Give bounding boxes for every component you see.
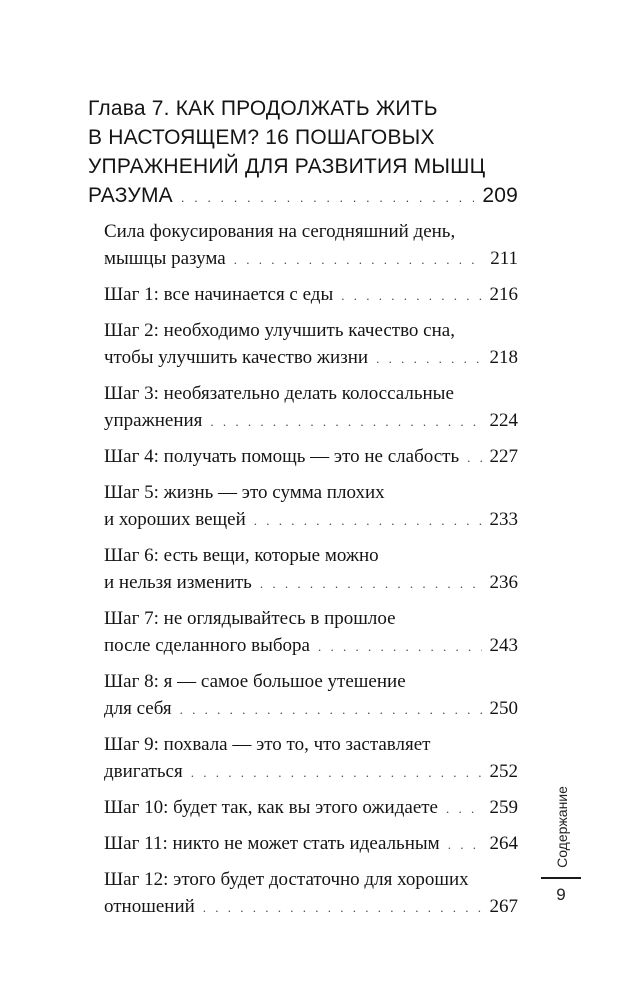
dot-leader [203,894,482,921]
entry-title-text: двигаться [104,761,183,782]
entry-last-line [104,893,518,921]
entry-title-text: упражнения [104,410,203,431]
entry-title-line: Шаг 6: есть вещи, которые можно [104,545,379,566]
dot-leader [180,696,482,723]
entry-title-text: мышцы разума [104,248,226,269]
toc-entry-step-9[interactable] [104,731,518,786]
entry-page-number: 236 [489,572,518,593]
entry-page-number: 216 [489,284,518,305]
entry-title-text: чтобы улучшить качество жизни [104,347,369,368]
dot-leader [210,408,481,435]
running-header [545,770,579,884]
footer-rule [541,877,581,879]
entry-page-number: 218 [489,347,518,368]
entry-page-number: 264 [489,833,518,854]
dot-leader [341,282,481,309]
entry-page-number: 224 [489,410,518,431]
dot-leader [254,507,482,534]
toc-entry-step-11[interactable] [104,830,518,858]
entry-last-line [104,830,518,858]
entry-title-text: Шаг 10: будет так, как вы этого ожидаете [104,797,438,818]
entry-title-line: Сила фокусирования на сегодняшний день, [104,221,456,242]
page-number: 9 [556,885,566,904]
entry-title-line: Шаг 8: я — самое большое утешение [104,671,406,692]
entry-title-line: Шаг 2: необходимо улучшить качество сна, [104,320,455,341]
dot-leader [260,570,482,597]
entry-title-text: и нельзя изменить [104,572,252,593]
entry-title-text: и хороших вещей [104,509,246,530]
chapter-title-last-line [88,181,518,212]
toc-entry-step-6[interactable] [104,542,518,597]
dot-leader [181,183,474,212]
dot-leader [467,444,481,471]
chapter-title-line: Глава 7. КАК ПРОДОЛЖАТЬ ЖИТЬ [88,97,438,120]
entry-page-number: 233 [489,509,518,530]
entry-last-line [104,758,518,786]
table-of-contents [88,94,518,929]
toc-entry-step-3[interactable] [104,380,518,435]
entry-page-number: 243 [489,635,518,656]
dot-leader [318,633,482,660]
entry-last-line [104,794,518,822]
toc-entry-step-4[interactable] [104,443,518,471]
entry-page-number: 227 [489,446,518,467]
dot-leader [191,759,482,786]
entry-last-line [104,506,518,534]
chapter-title-line: УПРАЖНЕНИЙ ДЛЯ РАЗВИТИЯ МЫШЦ [88,155,486,178]
entry-page-number: 211 [490,248,518,269]
entry-title-text: для себя [104,698,172,719]
toc-entry-focus[interactable] [104,218,518,273]
entry-last-line [104,695,518,723]
toc-entry-step-1[interactable] [104,281,518,309]
dot-leader [446,795,482,822]
section-label: Содержание [554,786,570,868]
entry-title-line: Шаг 5: жизнь — это сумма плохих [104,482,385,503]
entry-title-text: отношений [104,896,195,917]
chapter-page-number: 209 [482,184,518,207]
toc-entries [104,218,518,921]
entry-title-line: Шаг 9: похвала — это то, что заставляет [104,734,431,755]
chapter-heading[interactable] [88,94,518,212]
entry-title-text: после сделанного выбора [104,635,310,656]
dot-leader [448,831,482,858]
entry-last-line [104,245,518,273]
toc-entry-step-12[interactable] [104,866,518,921]
toc-entry-step-8[interactable] [104,668,518,723]
entry-title-line: Шаг 12: этого будет достаточно для хороших [104,869,469,890]
entry-title-line: Шаг 7: не оглядывайтесь в прошлое [104,608,396,629]
toc-entry-step-5[interactable] [104,479,518,534]
entry-page-number: 267 [489,896,518,917]
entry-last-line [104,407,518,435]
entry-last-line [104,281,518,309]
entry-title-line: Шаг 3: необязательно делать колоссальные [104,383,454,404]
entry-last-line [104,443,518,471]
entry-last-line [104,569,518,597]
dot-leader [234,246,482,273]
entry-title-text: Шаг 1: все начинается с еды [104,284,334,305]
toc-entry-step-7[interactable] [104,605,518,660]
entry-page-number: 259 [489,797,518,818]
toc-entry-step-2[interactable] [104,317,518,372]
entry-title-text: Шаг 4: получать помощь — это не слабость [104,446,460,467]
entry-page-number: 250 [489,698,518,719]
entry-last-line [104,344,518,372]
toc-entry-step-10[interactable] [104,794,518,822]
chapter-title-line: В НАСТОЯЩЕМ? 16 ПОШАГОВЫХ [88,126,435,149]
entry-title-text: Шаг 11: никто не может стать идеальным [104,833,440,854]
chapter-title-text: РАЗУМА [88,184,173,207]
entry-last-line [104,632,518,660]
dot-leader [376,345,481,372]
entry-page-number: 252 [489,761,518,782]
